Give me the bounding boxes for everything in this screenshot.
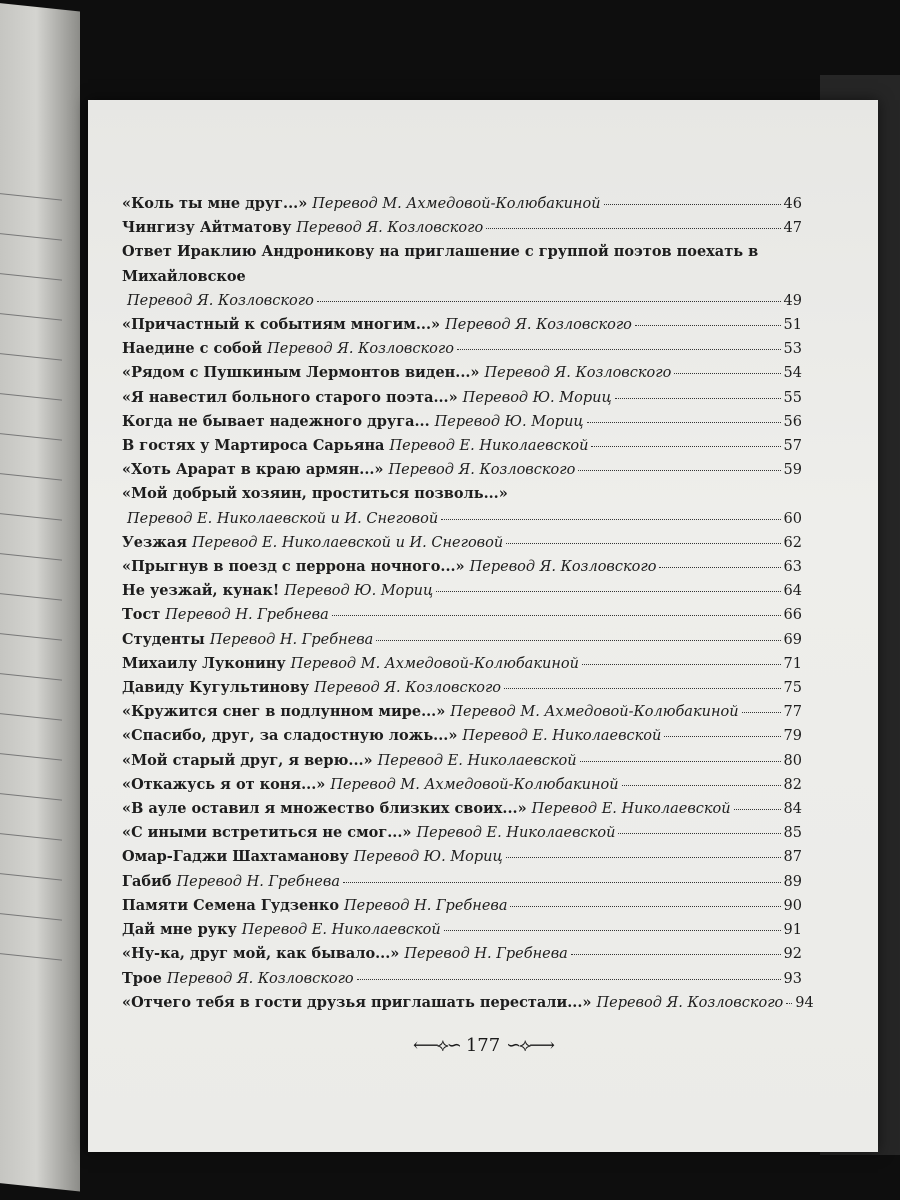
toc-translator: Перевод Е. Николаевской и И. Снеговой <box>192 534 504 551</box>
facing-page-rule <box>0 193 62 201</box>
toc-entry <box>122 482 802 530</box>
left-ornament-icon: ⟵⟡∽ <box>413 1035 460 1056</box>
toc-title: «Отчего тебя в гости друзья приглашать перестали...» <box>122 993 592 1011</box>
toc-entry <box>122 773 802 797</box>
toc-page-number: 79 <box>783 728 802 745</box>
toc-entry <box>122 967 802 991</box>
toc-title: Не уезжай, кунак! <box>122 582 280 600</box>
facing-page-rule <box>0 873 62 881</box>
toc-leader-dots <box>622 785 781 786</box>
toc-page-number: 87 <box>783 849 802 866</box>
toc-title: Тост <box>122 606 161 624</box>
toc-page-number: 64 <box>783 583 802 600</box>
toc-entry <box>122 894 802 918</box>
toc-entry <box>122 313 802 337</box>
toc-translator: Перевод Я. Козловского <box>166 970 354 987</box>
facing-page-rule <box>0 833 62 841</box>
toc-leader-dots <box>444 930 781 931</box>
toc-translator: Перевод М. Ахмедовой-Колюбакиной <box>290 655 579 672</box>
toc-entry <box>122 652 802 676</box>
toc-leader-dots <box>357 979 781 980</box>
toc-leader-dots <box>580 761 781 762</box>
toc-entry <box>122 724 802 748</box>
toc-leader-dots <box>664 736 780 737</box>
toc-translator: Перевод Я. Козловского <box>445 317 632 334</box>
book-page <box>88 100 878 1152</box>
facing-page-rule <box>0 353 62 361</box>
toc-entry <box>122 821 802 845</box>
toc-leader-dots <box>591 446 780 447</box>
toc-page-number: 47 <box>783 220 802 237</box>
toc-entry <box>122 918 802 942</box>
toc-title: «Причастный к событиям многим...» <box>122 316 441 334</box>
toc-entry <box>122 700 802 724</box>
toc-translator: Перевод Ю. Мориц <box>284 583 434 600</box>
toc-title: «Кружится снег в подлунном мире...» <box>122 703 446 721</box>
toc-entry <box>122 531 802 555</box>
toc-title: «С иными встретиться не смог...» <box>122 824 412 842</box>
toc-translator: Перевод М. Ахмедовой-Колюбакиной <box>330 776 619 793</box>
toc-entry <box>122 870 802 894</box>
toc-title: Ответ Ираклию Андроникову на приглашение с группой поэтов поехать в Михайловское <box>122 243 759 285</box>
toc-leader-dots <box>486 228 780 229</box>
facing-page-rule <box>0 473 62 481</box>
toc-translator: Перевод Н. Гребнева <box>404 946 568 963</box>
toc-title: В гостях у Мартироса Сарьяна <box>122 437 385 455</box>
toc-translator: Перевод Я. Козловского <box>314 680 502 697</box>
toc-title: Когда не бывает надежного друга... <box>122 412 430 430</box>
toc-page-number: 92 <box>783 946 802 963</box>
toc-title: Трое <box>122 969 162 987</box>
toc-leader-dots <box>504 688 781 689</box>
toc-entry <box>122 603 802 627</box>
toc-leader-dots <box>506 857 781 858</box>
toc-entry <box>122 797 802 821</box>
toc-page-number: 89 <box>783 873 802 890</box>
toc-page-number: 63 <box>783 559 802 576</box>
toc-entry-tail <box>122 289 802 313</box>
toc-title: Чингизу Айтматову <box>122 219 292 237</box>
toc-title: «Коль ты мне друг...» <box>122 195 308 212</box>
toc-leader-dots <box>436 591 780 592</box>
toc-page-number: 90 <box>783 897 802 914</box>
toc-page-number: 84 <box>783 801 802 818</box>
toc-title: Наедине с собой <box>122 340 263 358</box>
toc-translator: Перевод Е. Николаевской <box>377 752 577 769</box>
toc-leader-dots <box>742 712 781 713</box>
toc-translator: Перевод Я. Козловского <box>596 994 784 1011</box>
page-number: 177 <box>465 1035 501 1056</box>
toc-leader-dots <box>343 882 781 883</box>
toc-page-number: 55 <box>783 389 802 406</box>
page-footer <box>88 1035 878 1056</box>
toc-page-number: 71 <box>783 655 802 672</box>
toc-leader-dots <box>332 615 781 616</box>
facing-page-rule <box>0 553 62 561</box>
toc-title: «Хоть Арарат в краю армян...» <box>122 461 384 479</box>
toc-title: Омар-Гаджи Шахтаманову <box>122 848 349 866</box>
toc-page-number: 94 <box>795 994 814 1011</box>
toc-entry <box>122 676 802 700</box>
toc-page-number: 51 <box>783 317 802 334</box>
toc-translator: Перевод М. Ахмедовой-Колюбакиной <box>450 704 739 721</box>
toc-translator: Перевод Я. Козловского <box>484 365 672 382</box>
toc-leader-dots <box>317 301 781 302</box>
toc-translator: Перевод Н. Гребнева <box>165 607 329 624</box>
toc-translator: Перевод Е. Николаевской <box>416 825 616 842</box>
toc-entry <box>122 386 802 410</box>
toc-leader-dots <box>571 954 781 955</box>
toc-leader-dots <box>587 422 781 423</box>
facing-page-rule <box>0 313 62 321</box>
toc-entry-tail <box>122 507 802 531</box>
toc-leader-dots <box>659 567 780 568</box>
toc-leader-dots <box>734 809 781 810</box>
toc-leader-dots <box>506 543 780 544</box>
toc-title: Давиду Кугультинову <box>122 679 310 697</box>
toc-leader-dots <box>604 204 781 205</box>
toc-page-number: 82 <box>783 776 802 793</box>
toc-title: «Мой старый друг, я верю...» <box>122 751 373 769</box>
toc-page-number: 85 <box>783 825 802 842</box>
toc-leader-dots <box>578 470 780 471</box>
toc-translator: Перевод Н. Гребнева <box>209 631 374 648</box>
toc-translator: Перевод Е. Николаевской <box>531 801 731 818</box>
toc-page-number: 57 <box>783 438 802 455</box>
toc-translator: Перевод Я. Козловского <box>469 559 657 576</box>
toc-entry <box>122 337 802 361</box>
toc-page-number: 69 <box>783 631 802 648</box>
facing-page-rule <box>0 913 62 921</box>
toc-title: Памяти Семена Гудзенко <box>122 896 340 914</box>
toc-translator: Перевод Е. Николаевской <box>389 438 589 455</box>
toc-entry <box>122 628 802 652</box>
toc-entry <box>122 942 802 966</box>
facing-page-rule <box>0 273 62 281</box>
toc-entry <box>122 458 802 482</box>
toc-leader-dots <box>457 349 781 350</box>
facing-page <box>0 0 80 1192</box>
toc-entry <box>122 240 802 313</box>
toc-entry <box>122 410 802 434</box>
toc-title: «Спасибо, друг, за сладостную ложь...» <box>122 727 458 745</box>
toc-title: Дай мне руку <box>122 921 237 939</box>
toc-translator: Перевод Е. Николаевской <box>241 922 441 939</box>
toc-page-number: 56 <box>783 413 802 430</box>
table-of-contents <box>122 192 814 1015</box>
toc-leader-dots <box>376 640 780 641</box>
toc-entry <box>122 192 802 216</box>
facing-page-rule <box>0 953 62 961</box>
toc-leader-dots <box>635 325 781 326</box>
toc-leader-dots <box>441 519 780 520</box>
toc-page-number: 53 <box>783 341 802 358</box>
toc-translator: Перевод М. Ахмедовой-Колюбакиной <box>312 196 601 212</box>
toc-entry <box>122 555 802 579</box>
toc-page-number: 77 <box>783 704 802 721</box>
toc-title: «Рядом с Пушкиным Лермонтов виден...» <box>122 364 480 382</box>
toc-page-number: 49 <box>783 292 802 309</box>
toc-translator: Перевод Н. Гребнева <box>344 897 508 914</box>
toc-page-number: 62 <box>783 534 802 551</box>
toc-leader-dots <box>786 1003 792 1004</box>
toc-title: «Ну-ка, друг мой, как бывало...» <box>122 945 400 963</box>
toc-leader-dots <box>510 906 780 907</box>
facing-page-rule <box>0 673 62 681</box>
right-ornament-icon: ∽⟡⟶ <box>506 1035 553 1056</box>
toc-translator: Перевод Ю. Мориц <box>462 389 612 406</box>
toc-title: «Прыгнув в поезд с перрона ночного...» <box>122 558 465 576</box>
toc-page-number: 80 <box>783 752 802 769</box>
toc-title: Уезжая <box>122 533 187 551</box>
toc-translator: Перевод Я. Козловского <box>388 462 576 479</box>
facing-page-rule <box>0 793 62 801</box>
toc-title: «Мой добрый хозяин, проститься позволь...» <box>122 485 508 503</box>
toc-page-number: 46 <box>783 196 802 212</box>
toc-entry <box>122 434 802 458</box>
toc-translator: Перевод Ю. Мориц <box>434 413 584 430</box>
toc-translator: Перевод Ю. Мориц <box>353 849 503 866</box>
toc-translator: Перевод Е. Николаевской <box>462 728 662 745</box>
facing-page-rule <box>0 433 62 441</box>
facing-page-rule <box>0 233 62 241</box>
toc-translator: Перевод Я. Козловского <box>267 341 454 358</box>
toc-entry <box>122 991 814 1015</box>
toc-title: Габиб <box>122 872 172 890</box>
toc-leader-dots <box>618 833 780 834</box>
toc-page-number: 54 <box>783 365 802 382</box>
toc-leader-dots <box>582 664 781 665</box>
toc-page-number: 66 <box>783 607 802 624</box>
toc-page-number: 91 <box>783 922 802 939</box>
toc-leader-dots <box>674 373 780 374</box>
facing-page-rule <box>0 753 62 761</box>
toc-title: Михаилу Луконину <box>122 654 286 672</box>
toc-page-number: 60 <box>783 510 802 527</box>
facing-page-rule <box>0 713 62 721</box>
facing-page-rule <box>0 393 62 401</box>
toc-leader-dots <box>615 398 781 399</box>
toc-page-number: 93 <box>783 970 802 987</box>
toc-entry <box>122 749 802 773</box>
toc-translator: Перевод Н. Гребнева <box>176 873 340 890</box>
toc-entry <box>122 845 802 869</box>
toc-entry <box>122 361 802 385</box>
toc-translator: Перевод Е. Николаевской и И. Снеговой <box>127 510 439 527</box>
toc-page-number: 59 <box>783 462 802 479</box>
toc-title: «В ауле оставил я множество близких своих...» <box>122 800 527 818</box>
toc-translator: Перевод Я. Козловского <box>296 220 484 237</box>
toc-title: Студенты <box>122 630 205 648</box>
toc-entry <box>122 216 802 240</box>
toc-translator: Перевод Я. Козловского <box>127 292 314 309</box>
toc-page-number: 75 <box>783 680 802 697</box>
facing-page-rule <box>0 593 62 601</box>
toc-entry <box>122 579 802 603</box>
facing-page-rule <box>0 633 62 641</box>
facing-page-rule <box>0 513 62 521</box>
toc-title: «Я навестил больного старого поэта...» <box>122 388 458 406</box>
toc-title: «Откажусь я от коня...» <box>122 775 326 793</box>
